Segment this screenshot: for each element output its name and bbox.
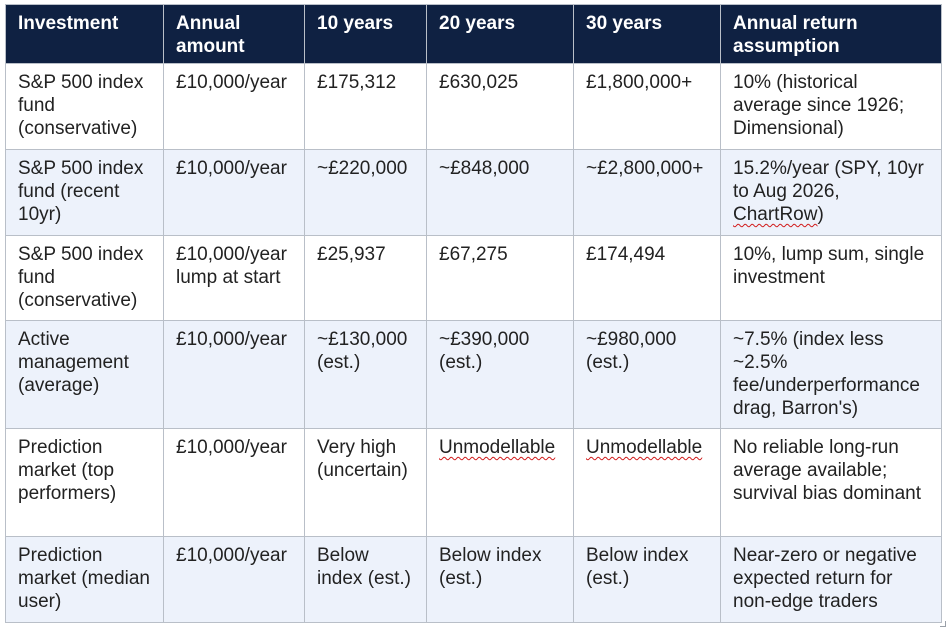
- cell-30-years: £1,800,000+: [574, 64, 721, 150]
- cell-annual-amount: £10,000/year: [164, 537, 305, 623]
- cell-10-years: ~£220,000: [305, 150, 427, 236]
- cell-assumption: Near-zero or negative expected return for non-edge traders: [721, 537, 942, 623]
- cell-30-years: [574, 429, 721, 537]
- assumption-text: 15.2%/year (SPY, 10yr to Aug 2026,: [733, 158, 924, 202]
- spellcheck-flagged-text: Unmodellable: [586, 437, 703, 458]
- cell-annual-amount: £10,000/year: [164, 150, 305, 236]
- cell-20-years: £67,275: [427, 236, 574, 321]
- table-row: [6, 537, 942, 623]
- cell-10-years: ~£130,000 (est.): [305, 321, 427, 429]
- column-header-30-years: 30 years: [574, 5, 721, 64]
- spellcheck-flagged-text: Unmodellable: [439, 437, 556, 458]
- cell-10-years: Below index (est.): [305, 537, 427, 623]
- cell-20-years: ~£848,000: [427, 150, 574, 236]
- table-row: [6, 236, 942, 321]
- cell-annual-amount: £10,000/year: [164, 321, 305, 429]
- table-row: [6, 321, 942, 429]
- cell-20-years: ~£390,000 (est.): [427, 321, 574, 429]
- cell-investment: Prediction market (top performers): [6, 429, 164, 537]
- cell-20-years: [427, 429, 574, 537]
- cell-10-years: Very high (uncertain): [305, 429, 427, 537]
- cell-assumption: 10% (historical average since 1926; Dimensional): [721, 64, 942, 150]
- cell-30-years: Below index (est.): [574, 537, 721, 623]
- cell-annual-amount: £10,000/year lump at start: [164, 236, 305, 321]
- column-header-10-years: 10 years: [305, 5, 427, 64]
- cell-20-years: Below index (est.): [427, 537, 574, 623]
- assumption-close-paren: ): [817, 204, 824, 225]
- column-header-investment: Investment: [6, 5, 164, 64]
- cell-30-years: ~£2,800,000+: [574, 150, 721, 236]
- table-row: [6, 150, 942, 236]
- cell-20-years: £630,025: [427, 64, 574, 150]
- cell-investment: S&P 500 index fund (recent 10yr): [6, 150, 164, 236]
- cell-10-years: £175,312: [305, 64, 427, 150]
- cell-assumption: [721, 150, 942, 236]
- cell-investment: S&P 500 index fund (conservative): [6, 64, 164, 150]
- spellcheck-flagged-source: ChartRow: [733, 204, 818, 225]
- cell-10-years: £25,937: [305, 236, 427, 321]
- cell-30-years: ~£980,000 (est.): [574, 321, 721, 429]
- header-row: [6, 5, 942, 64]
- cell-annual-amount: £10,000/year: [164, 64, 305, 150]
- page-corner-mark: [940, 621, 946, 627]
- investment-comparison-table: [5, 4, 942, 623]
- cell-assumption: ~7.5% (index less ~2.5% fee/underperformance drag, Barron's): [721, 321, 942, 429]
- cell-assumption: 10%, lump sum, single investment: [721, 236, 942, 321]
- column-header-annual-amount: Annual amount: [164, 5, 305, 64]
- column-header-annual-return-assumption: Annual return assumption: [721, 5, 942, 64]
- cell-investment: Prediction market (median user): [6, 537, 164, 623]
- cell-investment: Active management (average): [6, 321, 164, 429]
- table-row: [6, 429, 942, 537]
- table-row: [6, 64, 942, 150]
- cell-assumption: No reliable long-run average available; survival bias dominant: [721, 429, 942, 537]
- cell-investment: S&P 500 index fund (conservative): [6, 236, 164, 321]
- cell-annual-amount: £10,000/year: [164, 429, 305, 537]
- cell-30-years: £174,494: [574, 236, 721, 321]
- column-header-20-years: 20 years: [427, 5, 574, 64]
